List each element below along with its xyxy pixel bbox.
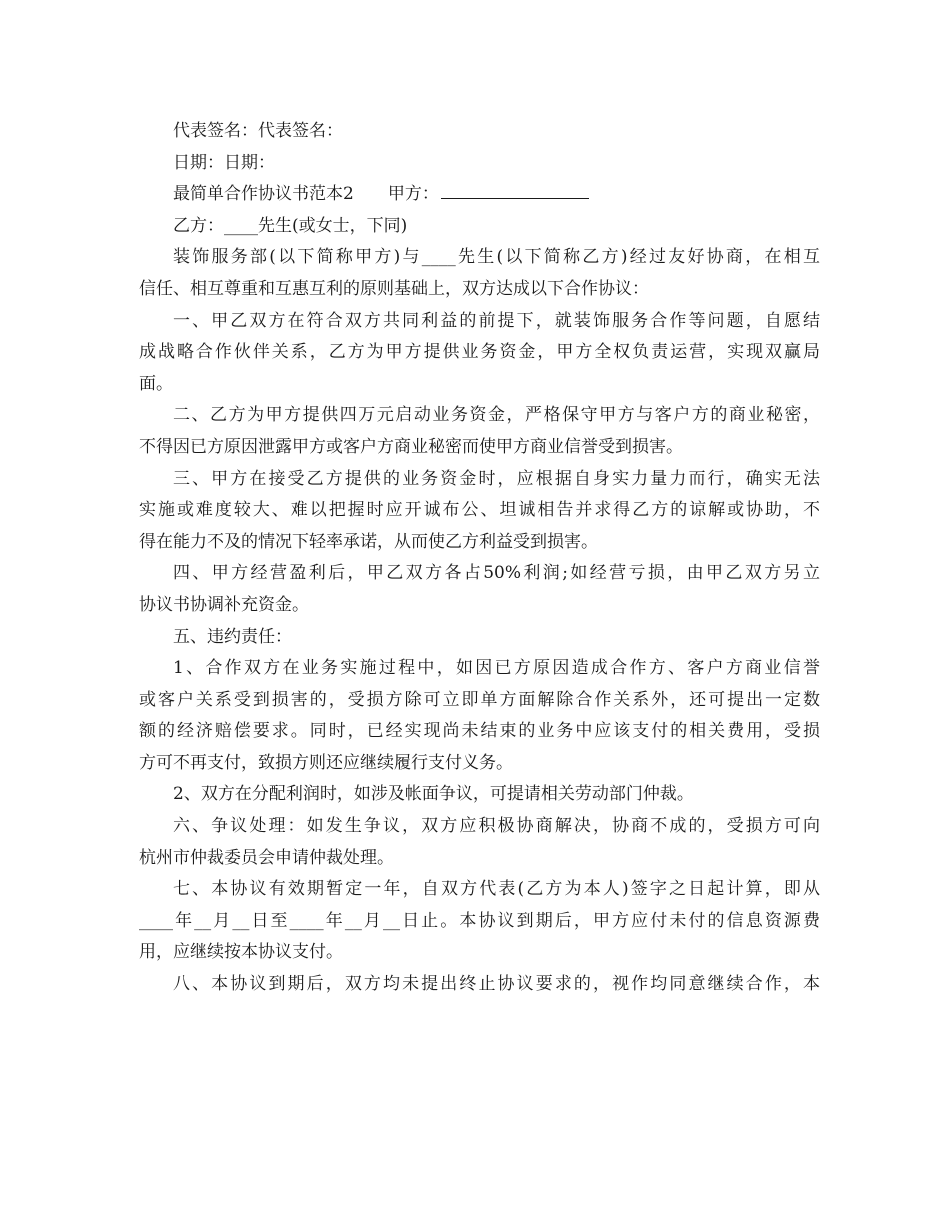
text-line xyxy=(139,369,820,401)
text-line xyxy=(139,495,820,527)
text-line xyxy=(139,937,820,969)
text-line-content: 2、双方在分配利润时，如涉及帐面争议，可提请相关劳动部门仲裁。 xyxy=(173,784,694,805)
text-line-content: 用，应继续按本协议支付。 xyxy=(139,942,343,963)
text-line xyxy=(139,843,820,875)
text-line xyxy=(139,464,820,496)
text-line xyxy=(139,811,820,843)
text-line xyxy=(139,685,820,717)
text-line-content: 实施或难度较大、难以把握时应开诚布公、坦诚相告并求得乙方的谅解或协助，不 xyxy=(139,500,820,521)
text-line-content: 三、甲方在接受乙方提供的业务资金时，应根据自身实力量力而行，确实无法 xyxy=(173,468,820,489)
text-line-content: 得在能力不及的情况下轻率承诺，从而使乙方利益受到损害。 xyxy=(139,531,598,552)
text-line-content: 杭州市仲裁委员会申请仲裁处理。 xyxy=(139,847,394,868)
text-line xyxy=(139,116,820,148)
text-line xyxy=(139,400,820,432)
text-line xyxy=(139,716,820,748)
text-line xyxy=(139,242,820,274)
text-line-content: 方可不再支付，致损方则还应继续履行支付义务。 xyxy=(139,752,513,773)
text-line-content: 信任、相互尊重和互惠互利的原则基础上，双方达成以下合作协议： xyxy=(139,278,649,299)
text-line xyxy=(139,558,820,590)
text-line-content: 额的经济赔偿要求。同时，已经实现尚未结束的业务中应该支付的相关费用，受损 xyxy=(139,721,820,742)
text-line-content: 五、违约责任： xyxy=(173,626,292,647)
fill-in-blank xyxy=(441,180,589,199)
text-line-content: 装饰服务部(以下简称甲方)与____先生(以下简称乙方)经过友好协商，在相互 xyxy=(173,247,820,268)
text-line-content: 七、本协议有效期暂定一年，自双方代表(乙方为本人)签字之日起计算，即从 xyxy=(173,879,820,900)
text-line-content: 不得因已方原因泄露甲方或客户方商业秘密而使甲方商业信誉受到损害。 xyxy=(139,436,683,457)
text-line-content: 乙方：____先生(或女士，下同) xyxy=(173,215,408,236)
text-line xyxy=(139,779,820,811)
text-line-content: ____年__月__日至____年__月__日止。本协议到期后，甲方应付未付的信息资源费 xyxy=(139,910,820,931)
text-line xyxy=(139,148,820,180)
text-line-content: 八、本协议到期后，双方均未提出终止协议要求的，视作均同意继续合作，本 xyxy=(173,974,820,995)
text-line xyxy=(139,306,820,338)
document-body xyxy=(139,116,820,1001)
text-line xyxy=(139,653,820,685)
text-line-content: 1、合作双方在业务实施过程中，如因已方原因造成合作方、客户方商业信誉 xyxy=(173,658,820,679)
text-line xyxy=(139,179,820,211)
text-line-content: 六、争议处理：如发生争议，双方应积极协商解决，协商不成的，受损方可向 xyxy=(173,816,820,837)
text-line xyxy=(139,590,820,622)
text-line-content: 日期：日期： xyxy=(173,152,275,173)
text-line-content: 一、甲乙双方在符合双方共同利益的前提下，就装饰服务合作等问题，自愿结 xyxy=(173,310,820,331)
text-line xyxy=(139,432,820,464)
text-line xyxy=(139,874,820,906)
text-line xyxy=(139,622,820,654)
text-line-content: 成战略合作伙伴关系，乙方为甲方提供业务资金，甲方全权负责运营，实现双赢局 xyxy=(139,342,820,363)
text-line xyxy=(139,748,820,780)
text-line xyxy=(139,211,820,243)
text-line-content: 四、甲方经营盈利后，甲乙双方各占50%利润;如经营亏损，由甲乙双方另立 xyxy=(173,563,820,584)
text-line-content: 协议书协调补充资金。 xyxy=(139,594,309,615)
text-line-content: 二、乙方为甲方提供四万元启动业务资金，严格保守甲方与客户方的商业秘密， xyxy=(173,405,820,426)
text-line xyxy=(139,906,820,938)
text-line-content: 最简单合作协议书范本2 甲方： xyxy=(173,184,439,205)
text-line-content: 面。 xyxy=(139,373,173,394)
text-line xyxy=(139,969,820,1001)
text-line xyxy=(139,274,820,306)
text-line-content: 或客户关系受到损害的，受损方除可立即单方面解除合作关系外，还可提出一定数 xyxy=(139,689,820,710)
text-line xyxy=(139,337,820,369)
text-line-content: 代表签名：代表签名： xyxy=(173,121,343,141)
text-line xyxy=(139,527,820,559)
